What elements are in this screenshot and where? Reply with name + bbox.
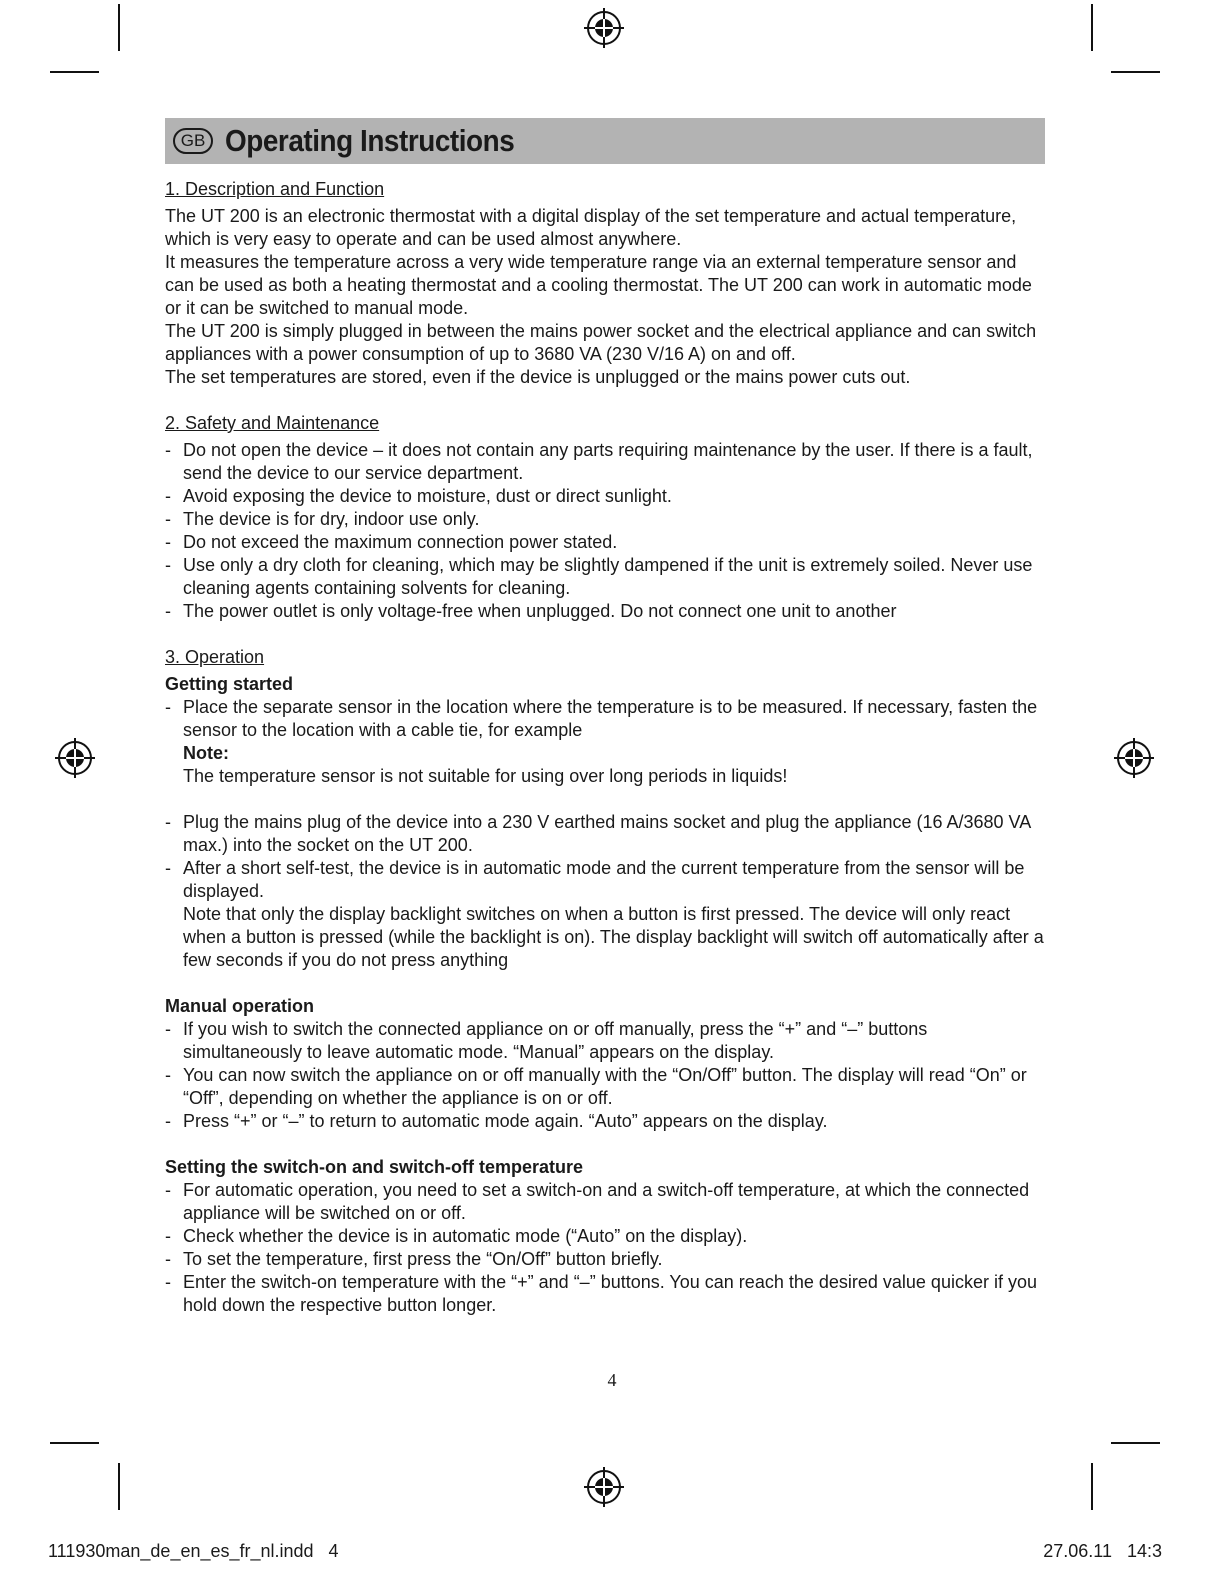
- list-item: - If you wish to switch the connected appliance on or off manually, press the “+” and “–” buttons simultaneously to leave automatic mode. “Manual” appears on the display.: [165, 1018, 1045, 1064]
- list-item: - The power outlet is only voltage-free when unplugged. Do not connect one unit to another: [165, 600, 1045, 623]
- main-content: [165, 178, 1045, 1317]
- footer-filename: 111930man_de_en_es_fr_nl.indd 4: [48, 1541, 339, 1561]
- crop-mark-bottom-right-vertical: [1091, 1463, 1093, 1510]
- section-3-title: 3. Operation: [165, 647, 265, 667]
- list-item-text: After a short self-test, the device is in automatic mode and the current temperature from the sensor will be displayed.: [183, 858, 1025, 901]
- crop-mark-top-left-vertical: [118, 4, 120, 51]
- note-text: The temperature sensor is not suitable for using over long periods in liquids!: [183, 766, 788, 786]
- note-label: Note:: [183, 743, 229, 763]
- list-item: - Avoid exposing the device to moisture, dust or direct sunlight.: [165, 485, 1045, 508]
- getting-started-heading: Getting started: [165, 674, 294, 694]
- list-item: [165, 857, 1045, 972]
- list-item: - Do not open the device – it does not contain any parts requiring maintenance by the user. If there is a fault, send the device to our service department.: [165, 439, 1045, 485]
- crop-mark-bottom-left-vertical: [118, 1463, 120, 1510]
- section-2-title: 2. Safety and Maintenance: [165, 413, 380, 433]
- paragraph: The UT 200 is simply plugged in between the mains power socket and the electrical appliance and can switch appliances with a power consumption of up to 3680 VA (230 V/16 A) on and off.: [165, 321, 1037, 364]
- list-item: - Plug the mains plug of the device into a 230 V earthed mains socket and plug the appliance (16 A/3680 VA max.) into the socket on the UT 200.: [165, 811, 1045, 857]
- paragraph: It measures the temperature across a very wide temperature range via an external temperature sensor and can be used as both a heating thermostat and a cooling thermostat. The UT 200 can work in automatic mode or it can be switched to manual mode.: [165, 252, 1032, 318]
- setting-temperature-heading: Setting the switch-on and switch-off temperature: [165, 1157, 584, 1177]
- registration-mark-icon: [1114, 738, 1154, 778]
- registration-mark-icon: [55, 738, 95, 778]
- paragraph: The set temperatures are stored, even if the device is unplugged or the mains power cuts out.: [165, 367, 911, 387]
- header-bar: [165, 118, 1045, 164]
- paragraph: The UT 200 is an electronic thermostat with a digital display of the set temperature and actual temperature, which is very easy to operate and can be used almost anywhere.: [165, 206, 1017, 249]
- list-item: [165, 696, 1045, 788]
- list-item-text: Place the separate sensor in the location where the temperature is to be measured. If necessary, fasten the sensor to the location with a cable tie, for example: [183, 697, 1038, 740]
- section-1-body: [165, 205, 1045, 389]
- list-item: - Enter the switch-on temperature with the “+” and “–” buttons. You can reach the desired value quicker if you hold down the respective button longer.: [165, 1271, 1045, 1317]
- getting-started-list: [165, 696, 1045, 788]
- footer-date: 27.06.11 14:3: [1043, 1541, 1162, 1561]
- getting-started-list-continued: [165, 811, 1045, 972]
- safety-list: [165, 439, 1045, 623]
- language-badge: GB: [173, 128, 213, 154]
- page-title: Operating Instructions: [225, 123, 515, 158]
- list-item: - Use only a dry cloth for cleaning, which may be slightly dampened if the unit is extremely soiled. Never use cleaning agents containing solvents for cleaning.: [165, 554, 1045, 600]
- section-1-title: 1. Description and Function: [165, 179, 385, 199]
- crop-mark-top-right-horizontal: [1111, 71, 1160, 73]
- list-item: - Press “+” or “–” to return to automatic mode again. “Auto” appears on the display.: [165, 1110, 1045, 1133]
- setting-temperature-list: [165, 1179, 1045, 1317]
- list-item: - For automatic operation, you need to set a switch-on and a switch-off temperature, at which the connected appliance will be switched on or off.: [165, 1179, 1045, 1225]
- list-item: - Do not exceed the maximum connection power stated.: [165, 531, 1045, 554]
- crop-mark-top-left-horizontal: [50, 71, 99, 73]
- manual-operation-heading: Manual operation: [165, 996, 315, 1016]
- crop-mark-bottom-left-horizontal: [50, 1442, 99, 1444]
- registration-mark-icon: [584, 8, 624, 48]
- list-item: - You can now switch the appliance on or off manually with the “On/Off” button. The display will read “On” or “Off”, depending on whether the appliance is on or off.: [165, 1064, 1045, 1110]
- list-item: - The device is for dry, indoor use only.: [165, 508, 1045, 531]
- list-item: - To set the temperature, first press the “On/Off” button briefly.: [165, 1248, 1045, 1271]
- list-item-note: Note that only the display backlight switches on when a button is first pressed. The device will only react when a button is pressed (while the backlight is on). The display backlight will switch off automatically after a few seconds if you do not press anything: [183, 904, 1044, 970]
- registration-mark-icon: [584, 1467, 624, 1507]
- crop-mark-bottom-right-horizontal: [1111, 1442, 1160, 1444]
- page-number: 4: [607, 1370, 617, 1390]
- manual-operation-list: [165, 1018, 1045, 1133]
- crop-mark-top-right-vertical: [1091, 4, 1093, 51]
- list-item: - Check whether the device is in automatic mode (“Auto” on the display).: [165, 1225, 1045, 1248]
